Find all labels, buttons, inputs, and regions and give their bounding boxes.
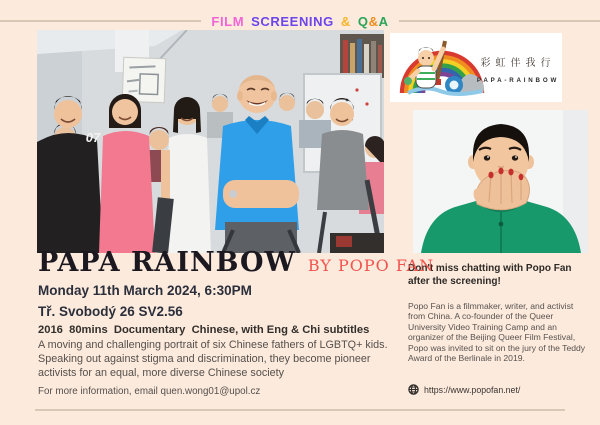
film-title: PAPA RAINBOW xyxy=(38,247,296,278)
logo-latin-title: PAPA-RAINBOW xyxy=(476,77,560,84)
shirt-number: 07 xyxy=(85,130,101,145)
website-row xyxy=(408,384,520,395)
website-url: https://www.popofan.net/ xyxy=(424,384,521,395)
contact-line: For more information, email quen.wong01@upol.cz xyxy=(38,386,261,397)
rainbow-logo-graphic xyxy=(390,33,562,102)
event-venue: Tř. Svobodý 26 SV2.56 xyxy=(38,304,183,319)
title-word-film: FILM xyxy=(211,13,245,29)
header-rule-right xyxy=(399,20,600,22)
header xyxy=(0,12,600,30)
title-word-screening: SCREENING xyxy=(251,13,334,29)
film-byline: BY POPO FAN xyxy=(307,256,435,275)
logo-chinese-title: 彩虹伴我行 xyxy=(480,58,556,69)
qa-a: A xyxy=(378,13,389,29)
qa-amp: & xyxy=(368,13,379,29)
chat-note: Don't miss chatting with Popo Fan after the screening! xyxy=(408,263,572,287)
globe-icon xyxy=(408,384,419,395)
bookshelf xyxy=(340,34,384,78)
audience-photo xyxy=(37,30,384,253)
footer-rule xyxy=(35,409,565,411)
film-details: 2016 80mins Documentary Chinese, with Eng & Chi subtitles xyxy=(38,324,370,336)
qa-q: Q xyxy=(357,13,369,29)
papa-rainbow-logo xyxy=(390,33,562,102)
event-date: Monday 11th March 2024, 6:30PM xyxy=(38,283,252,298)
film-title-row xyxy=(38,248,434,278)
film-synopsis: A moving and challenging portrait of six Chinese fathers of LGBTQ+ kids. Speaking out against stigma and discrimination, they become pioneer activists for an equal, more diverse Chinese society xyxy=(38,339,394,379)
title-ampersand: & xyxy=(340,13,351,29)
popo-fan-bio: Popo Fan is a filmmaker, writer, and activist from China. A co-founder of the Queer University Video Training Camp and an organizer of the Beijing Queer Film Festival, Popo was invited to sit on the jury of the Teddy Award of the Berlinale in 2019. xyxy=(408,301,586,363)
title-word-qa xyxy=(358,14,389,29)
page-title xyxy=(211,14,388,29)
rainbow-icon xyxy=(402,41,484,94)
header-rule-left xyxy=(0,20,201,22)
popo-fan-portrait xyxy=(413,110,588,253)
